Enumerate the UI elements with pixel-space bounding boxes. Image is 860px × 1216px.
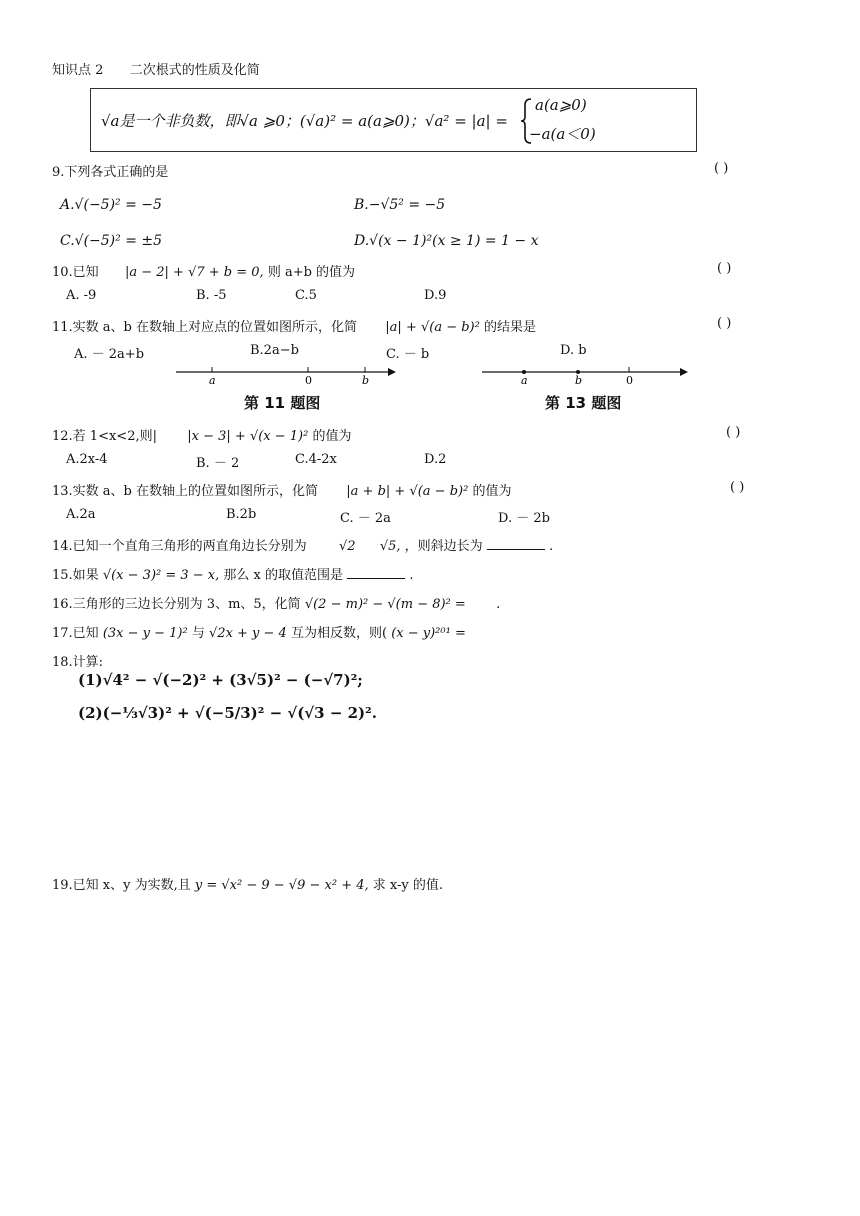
answer-paren: ( ) [717,261,732,276]
section-label: 知识点 2 [52,63,104,78]
question-18-stem: 18.计算: [52,655,104,670]
option-c[interactable]: C. － 2a [340,511,391,526]
option-d[interactable]: D.√(x − 1)²(x ≥ 1) = 1 − x [354,233,539,249]
option-a[interactable]: A.2x-4 [66,452,108,467]
formula-case-1: a(a⩾0) [535,96,587,114]
question-15-math: √(x − 3)² = 3 − x, [102,568,220,583]
question-9-stem: 9.下列各式正确的是 [52,165,169,180]
calculation-1: (1)√4² − √(−2)² + (3√5)² − (−√7)²; [78,671,363,689]
question-14-stem: 14.已知一个直角三角形的两直角边长分别为 √2 √5, ，则斜边长为 . [52,539,554,554]
question-17-stem: 17.已知 (3x − y − 1)² 与 √2x + y − 4 互为相反数，则( (x − y)²⁰¹ = [52,626,466,641]
question-17-math-b: √2x + y − 4 [209,626,287,641]
point-label: b [575,374,583,387]
answer-blank[interactable] [347,566,405,579]
section-title: 二次根式的性质及化简 [129,63,260,78]
point-label: 0 [626,374,633,387]
question-13-stem: 13.实数 a、b 在数轴上的位置如图所示，化简 |a + b| + √(a − b)² 的值为 [52,484,512,499]
option-b[interactable]: B. － 2 [196,456,240,471]
question-11-stem: 11.实数 a、b 在数轴上对应点的位置如图所示，化简 |a| + √(a − b)² 的结果是 [52,320,536,335]
option-b[interactable]: B.−√5² = −5 [354,197,446,213]
number-line-figure-11 [172,362,398,392]
answer-paren: ( ) [714,161,729,176]
question-11-math: |a| + √(a − b)² [385,320,480,335]
question-15-stem: 15.如果 √(x − 3)² = 3 − x, 那么 x 的取值范围是 . [52,568,414,583]
point-label: b [362,374,370,387]
question-10-stem: 10.已知 |a − 2| + √7 + b = 0, 则 a+b 的值为 [52,265,356,280]
answer-blank[interactable] [487,537,545,550]
option-b[interactable]: B.2a−b [250,343,299,358]
question-12-math: |x − 3| + √(x − 1)² [187,429,309,444]
point-label: a [209,374,216,387]
option-d[interactable]: D. － 2b [498,511,550,526]
option-c[interactable]: C.4-2x [295,452,337,467]
point-label: 0 [305,374,312,387]
option-d[interactable]: D.2 [424,452,447,467]
answer-paren: ( ) [717,316,732,331]
option-c[interactable]: C.5 [295,288,317,303]
question-16-math: √(2 − m)² − √(m − 8)² = [304,597,466,612]
question-19-stem: 19.已知 x、y 为实数,且 y = √x² − 9 − √9 − x² + 4, 求 x-y 的值. [52,878,444,893]
option-d[interactable]: D. b [560,343,587,358]
question-10-math: |a − 2| + √7 + b = 0, [124,265,264,280]
option-a[interactable]: A. － 2a+b [74,347,145,362]
option-c[interactable]: C.√(−5)² = ±5 [60,233,163,249]
figure-caption: 第 11 题图 [244,394,321,412]
question-17-math-c: (x − y)²⁰¹ = [391,626,466,641]
formula-case-2: −a(a＜0) [529,125,596,143]
question-16-stem: 16.三角形的三边长分别为 3、m、5，化简 √(2 − m)² − √(m − 8)² = . [52,597,501,612]
calculation-2: (2)(−⅓√3)² + √(−5/3)² − √(√3 − 2)². [78,704,377,722]
option-b[interactable]: B. -5 [196,288,227,303]
formula-text: √a是一个非负数，即√a ⩾0；(√a)² = a(a⩾0)；√a² = |a| = [101,112,508,130]
question-13-math: |a + b| + √(a − b)² [346,484,469,499]
section-heading [52,59,260,78]
formula-box [90,88,697,152]
question-14-math-a: √2 [338,539,356,554]
option-d[interactable]: D.9 [424,288,447,303]
question-17-math-a: (3x − y − 1)² [102,626,188,641]
answer-paren: ( ) [730,480,745,495]
number-line-figure-13 [480,362,692,392]
option-a[interactable]: A. -9 [66,288,97,303]
question-14-math-b: √5, [379,539,401,554]
option-b[interactable]: B.2b [226,507,257,522]
option-a[interactable]: A.2a [66,507,96,522]
question-19-math: y = √x² − 9 − √9 − x² + 4, [194,878,369,893]
question-12-stem: 12.若 1<x<2,则| |x − 3| + √(x − 1)² 的值为 [52,429,352,444]
option-a[interactable]: A.√(−5)² = −5 [60,197,162,213]
option-c[interactable]: C. － b [386,347,430,362]
figure-caption: 第 13 题图 [545,394,622,412]
answer-paren: ( ) [726,425,741,440]
point-label: a [521,374,528,387]
